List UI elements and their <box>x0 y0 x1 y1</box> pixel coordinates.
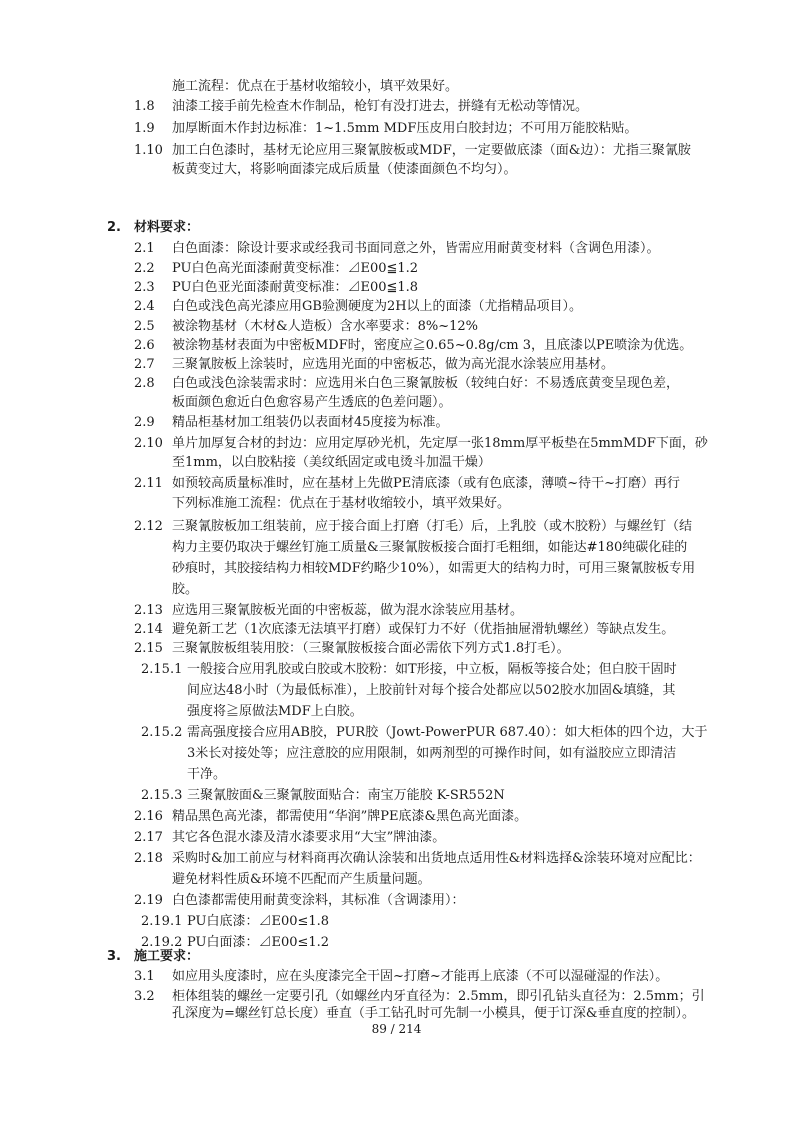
page-number: 89 / 214 <box>371 1022 422 1036</box>
